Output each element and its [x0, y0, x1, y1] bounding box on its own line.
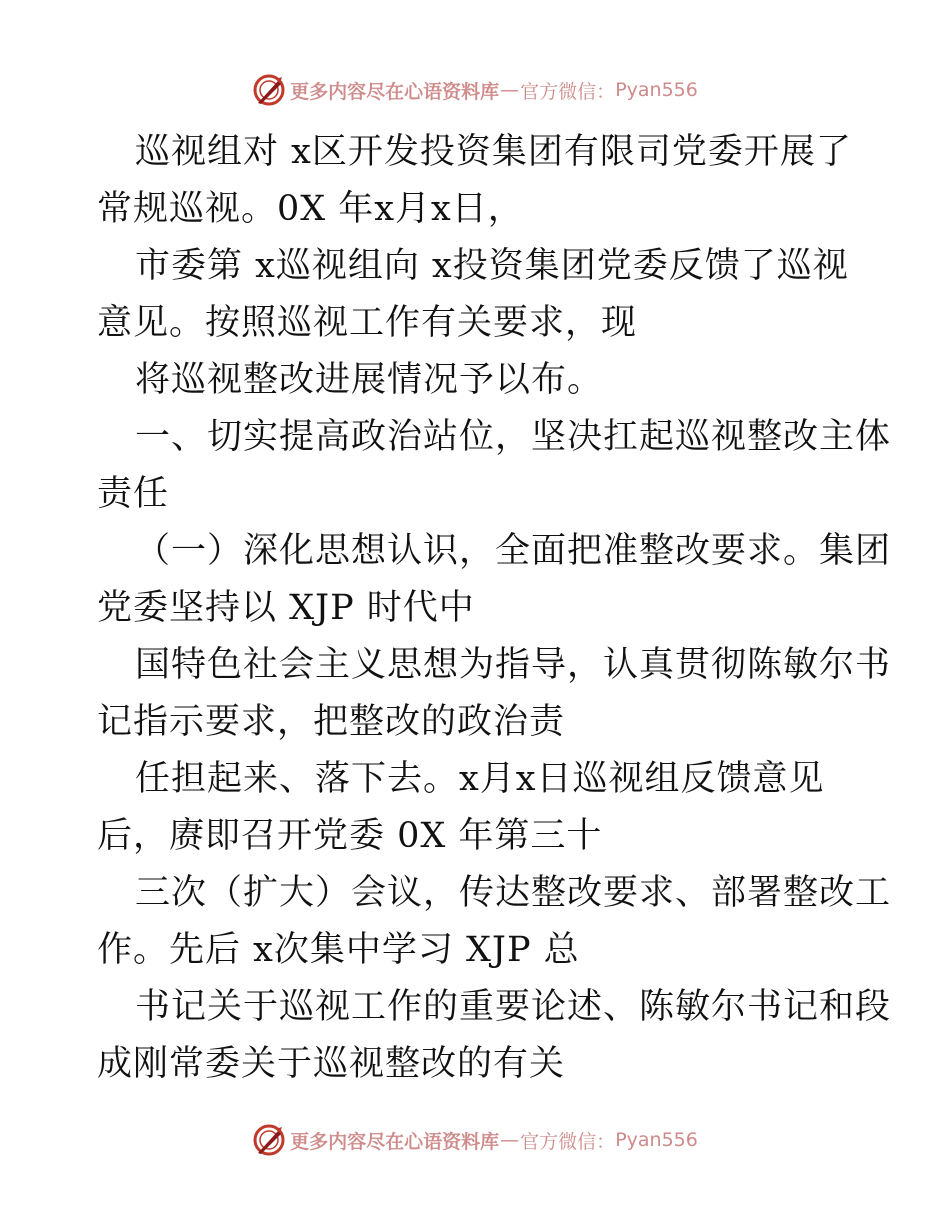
section-heading-line: 责任 [97, 474, 170, 514]
quill-logo-icon [252, 73, 286, 107]
text-line: 党委坚持以 XJP 时代中 [97, 588, 475, 628]
text-line: 将巡视整改进展情况予以布。 [135, 360, 604, 400]
footer-watermark [0, 1120, 950, 1160]
text-line: （一）深化思想认识，全面把准整改要求。集团 [135, 531, 892, 571]
watermark-id: Pyan556 [615, 1129, 698, 1151]
text-line: 意见。按照巡视工作有关要求，现 [97, 303, 638, 343]
watermark-label: 官方微信： [520, 80, 616, 103]
watermark-dash: — [500, 79, 520, 101]
text-line: 作。先后 x次集中学习 XJP 总 [97, 930, 580, 970]
text-line: 三次（扩大）会议，传达整改要求、部署整改工 [135, 873, 892, 913]
document-body [97, 124, 892, 1093]
text-line: 国特色社会主义思想为指导，认真贯彻陈敏尔书 [135, 645, 892, 685]
watermark-brand-text: 更多内容尽在心语资料库 [290, 1130, 500, 1153]
text-line: 书记关于巡视工作的重要论述、陈敏尔书记和段 [135, 987, 892, 1027]
text-line: 常规巡视。0X 年x月x日， [97, 189, 524, 229]
text-line: 后，赓即召开党委 0X 年第三十 [97, 816, 603, 856]
text-line: 市委第 x巡视组向 x投资集团党委反馈了巡视 [135, 246, 849, 286]
quill-logo-icon [252, 1123, 286, 1157]
section-heading-line: 一、切实提高政治站位，坚决扛起巡视整改主体 [135, 417, 892, 457]
text-line: 巡视组对 x区开发投资集团有限司党委开展了 [135, 132, 852, 172]
header-watermark [0, 70, 950, 110]
watermark-brand-text: 更多内容尽在心语资料库 [290, 80, 500, 103]
watermark-id: Pyan556 [615, 79, 698, 101]
text-line: 记指示要求，把整改的政治责 [97, 702, 566, 742]
text-line: 成刚常委关于巡视整改的有关 [97, 1044, 566, 1084]
text-line: 任担起来、落下去。x月x日巡视组反馈意见 [135, 759, 825, 799]
watermark-dash: — [500, 1129, 520, 1151]
watermark-label: 官方微信： [520, 1130, 616, 1153]
